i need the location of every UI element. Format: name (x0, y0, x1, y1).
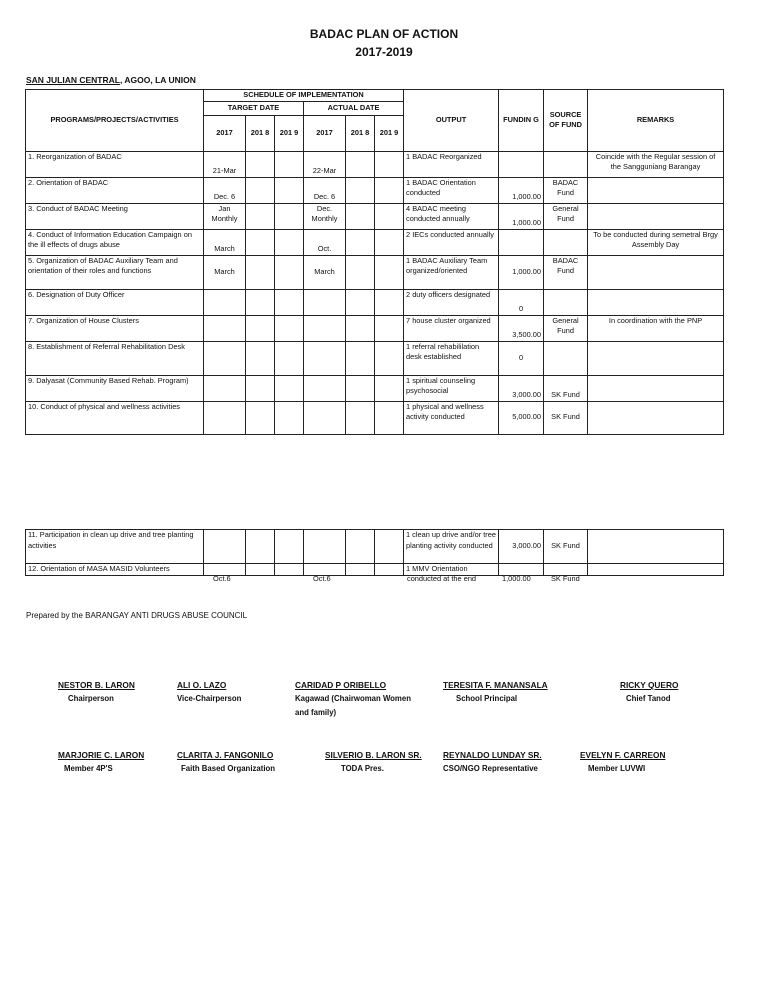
header-schedule: SCHEDULE OF IMPLEMENTATION (204, 90, 404, 102)
row-funding: 0 (499, 289, 544, 315)
signatory (58, 748, 144, 776)
row-source: BADAC Fund (544, 177, 588, 203)
row-actual-2017: Dec. Monthly (304, 203, 346, 229)
row-program: 5. Organization of BADAC Auxiliary Team and orientation of their roles and functions (26, 255, 204, 289)
row-program: 12. Orientation of MASA MASID Volunteers (26, 564, 204, 576)
row-program: 6. Designation of Duty Officer (26, 289, 204, 315)
row-actual-2017: Dec. 6 (304, 177, 346, 203)
row12-funding: 1,000.00 (502, 574, 531, 583)
table-row (26, 401, 724, 434)
prepared-by: Prepared by the BARANGAY ANTI DRUGS ABUSE COUNCIL (26, 611, 248, 620)
row-output: 1 BADAC Orientation conducted (404, 177, 499, 203)
row-funding: 3,000.00 (499, 530, 544, 564)
row-output: 1 clean up drive and/or tree planting activity conducted (404, 530, 499, 564)
signatory-role: Chief Tanod (626, 694, 671, 703)
signatory-name: SILVERIO B. LARON SR. (325, 750, 422, 760)
row12-actual-2017: Oct.6 (313, 574, 331, 583)
row-actual-2017: Oct. (304, 229, 346, 255)
table-row (26, 289, 724, 315)
row-program: 4. Conduct of Information Education Campaign on the ill effects of drugs abuse (26, 229, 204, 255)
header-target-2017: 2017 (204, 115, 246, 151)
header-output: OUTPUT (404, 90, 499, 152)
table-row (26, 203, 724, 229)
row-output: 1 BADAC Auxiliary Team organized/oriented (404, 255, 499, 289)
signatory (58, 678, 135, 706)
row-source: General Fund (544, 203, 588, 229)
signatory (443, 678, 548, 706)
signatory (295, 678, 415, 720)
row-source: General Fund (544, 315, 588, 341)
table-row (26, 530, 724, 564)
signatory-role: Kagawad (Chairwoman Women and family) (295, 694, 411, 717)
document-title: BADAC PLAN OF ACTION (309, 27, 459, 41)
table-row (26, 375, 724, 401)
row-source (544, 151, 588, 177)
row-program: 1. Reorganization of BADAC (26, 151, 204, 177)
row-output-line1: 1 MMV Orientation (404, 564, 499, 576)
signatory-name: CARIDAD P ORIBELLO (295, 680, 387, 690)
signatory-role: Faith Based Organization (181, 764, 276, 773)
signatory (177, 678, 241, 706)
signatory (580, 748, 665, 776)
row-source: BADAC Fund (544, 255, 588, 289)
row12-output-line2: conducted at the end (407, 574, 477, 583)
row-program: 7. Organization of House Clusters (26, 315, 204, 341)
row-funding: 0 (499, 341, 544, 375)
signatory-name: ALI O. LAZO (177, 680, 227, 690)
table-row (26, 315, 724, 341)
row-target-2017: March (204, 255, 246, 289)
row-funding (499, 151, 544, 177)
row-source (544, 229, 588, 255)
row-output: 7 house cluster organized (404, 315, 499, 341)
row-output: 2 IECs conducted annually (404, 229, 499, 255)
row-remarks: Coincide with the Regular session of the Sangguniang Barangay (588, 151, 724, 177)
table-row (26, 229, 724, 255)
signatory-name: CLARITA J. FANGONILO (177, 750, 274, 760)
signatory-role: Member 4P'S (64, 764, 113, 773)
row-program: 8. Establishment of Referral Rehabilitation Desk (26, 341, 204, 375)
row-target-2017: Dec. 6 (204, 177, 246, 203)
row-target-2017: March (204, 229, 246, 255)
header-funding: FUNDIN G (499, 90, 544, 152)
location-school: SAN JULIAN CENTRAL (26, 75, 120, 85)
signatory-role: CSO/NGO Representative (443, 764, 538, 773)
header-actual-2017: 2017 (304, 115, 346, 151)
row-source: SK Fund (544, 530, 588, 564)
row-funding: 3,000.00 (499, 375, 544, 401)
row-output: 1 spiritual counseling psychosocial (404, 375, 499, 401)
signatory-role: Member LUVWI (588, 764, 646, 773)
row-target-2017: 21-Mar (204, 151, 246, 177)
header-actual-2018: 201 8 (346, 115, 375, 151)
row-output: 2 duty officers designated (404, 289, 499, 315)
signatory (620, 678, 678, 706)
signatory (177, 748, 275, 776)
signatory-name: REYNALDO LUNDAY SR. (443, 750, 542, 760)
row-remarks: In coordination with the PNP (588, 315, 724, 341)
signatory (325, 748, 422, 776)
row-program: 11. Participation in clean up drive and tree planting activities (26, 530, 204, 564)
row-program: 2. Orientation of BADAC (26, 177, 204, 203)
document-years: 2017-2019 (355, 45, 413, 59)
signatory-role: School Principal (456, 694, 518, 703)
row12-source: SK Fund (551, 574, 580, 583)
signatory-name: RICKY QUERO (620, 680, 679, 690)
row-remarks (588, 177, 724, 203)
row-target-2017: Jan Monthly (204, 203, 246, 229)
row-source: SK Fund (544, 375, 588, 401)
header-programs: PROGRAMS/PROJECTS/ACTIVITIES (26, 90, 204, 152)
row-source: SK Fund (544, 401, 588, 434)
signatory-name: MARJORIE C. LARON (58, 750, 145, 760)
row-remarks: To be conducted during semetral Brgy Assembly Day (588, 229, 724, 255)
row-remarks (588, 255, 724, 289)
signatory-role: Vice-Chairperson (177, 694, 242, 703)
header-target-date: TARGET DATE (204, 101, 304, 115)
header-source: SOURCE OF FUND (544, 90, 588, 152)
signatory-name: EVELYN F. CARREON (580, 750, 666, 760)
row-output: 1 physical and wellness activity conducted (404, 401, 499, 434)
table-row (26, 564, 724, 576)
plan-table (25, 89, 724, 435)
row-output: 1 referral rehabililation desk established (404, 341, 499, 375)
row-funding: 1,000.00 (499, 203, 544, 229)
row-remarks (588, 203, 724, 229)
table-row (26, 151, 724, 177)
signatory-role: Chairperson (68, 694, 114, 703)
row-output: 4 BADAC meeting conducted annually (404, 203, 499, 229)
row-funding: 3,500.00 (499, 315, 544, 341)
location-rest: , AGOO, LA UNION (119, 75, 196, 85)
table-row (26, 177, 724, 203)
row-program: 9. Dalyasat (Community Based Rehab. Program) (26, 375, 204, 401)
row-output: 1 BADAC Reorganized (404, 151, 499, 177)
row-funding: 1,000.00 (499, 177, 544, 203)
row12-target-2017: Oct.6 (213, 574, 231, 583)
signatory-role: TODA Pres. (341, 764, 384, 773)
header-actual-date: ACTUAL DATE (304, 101, 404, 115)
signatory (443, 748, 542, 776)
row-funding: 1,000.00 (499, 255, 544, 289)
signatory-name: NESTOR B. LARON (58, 680, 135, 690)
row-actual-2017: March (304, 255, 346, 289)
table-row (26, 255, 724, 289)
plan-table-continued (25, 529, 724, 576)
row-funding: 5,000.00 (499, 401, 544, 434)
signatory-name: TERESITA F. MANANSALA (443, 680, 548, 690)
header-actual-2019: 201 9 (375, 115, 404, 151)
row-program: 10. Conduct of physical and wellness activities (26, 401, 204, 434)
header-target-2018: 201 8 (246, 115, 275, 151)
location-line (26, 75, 196, 85)
row-actual-2017: 22-Mar (304, 151, 346, 177)
header-remarks: REMARKS (588, 90, 724, 152)
row-funding (499, 229, 544, 255)
table-row (26, 341, 724, 375)
row-program: 3. Conduct of BADAC Meeting (26, 203, 204, 229)
header-target-2019: 201 9 (275, 115, 304, 151)
